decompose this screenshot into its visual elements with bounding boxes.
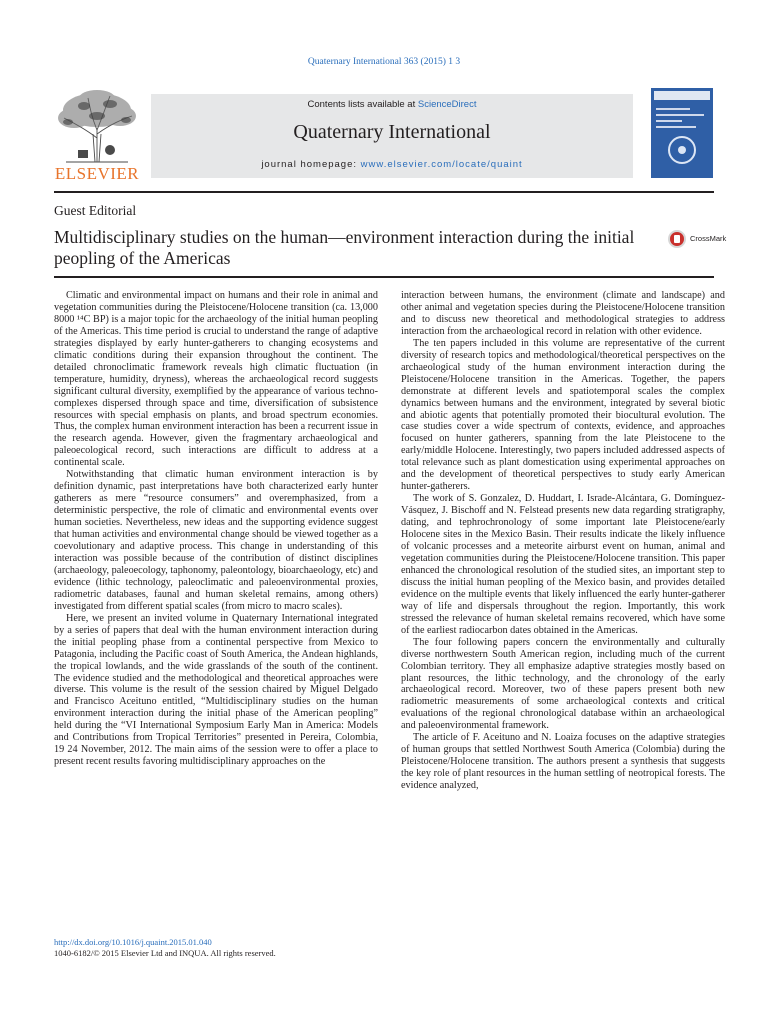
article-type: Guest Editorial xyxy=(54,203,137,218)
body-left-column xyxy=(54,290,378,768)
paragraph: interaction between humans, the environment (climate and landscape) and other animal and vegetation species during the Pleistocene/Holocene transition and to discuss new theoretical and methodological strategies to address interaction from the archaeological record in relation with other evidence. xyxy=(401,290,725,337)
header-divider xyxy=(54,191,714,193)
paragraph: Notwithstanding that climatic human environment interaction is by definition dynamic, past interpretations have both characterized early hunter gatherers as mere “resource consumers” and overemphasized, from a deterministic perspective, the role of climatic and environmental events over human societies. Nevertheless, new ideas and the supporting evidence suggest that human activities and environmental change should be viewed together as a coevolutionary and adaptive process. This change in understanding of this interaction was possible because of the contribution of distinct disciplines (archaeology, paleoecology, taphonomy, paleontology, bioarchaeology, etc) and evidence (lithic technology, paleoclimatic and paleoenvironmental proxies, radiometric databases, faunal and human skeletal remains, among others) investigated from different spatial scales (from micro to macro scales). xyxy=(54,469,378,612)
journal-title: Quaternary International xyxy=(293,121,491,143)
article-title: Multidisciplinary studies on the human—environment interaction during the initial peopling of the Americas xyxy=(54,227,635,268)
elsevier-logo xyxy=(54,88,140,184)
cover-emblem-icon xyxy=(668,136,696,164)
journal-homepage xyxy=(151,159,633,170)
paragraph: Climatic and environmental impact on humans and their role in animal and vegetation communities during the Pleistocene/Holocene transition (ca. 13,000 8000 ¹⁴C BP) is a major topic for the archaeology of the initial human peopling of the Americas. This time period is crucial to understand the range of adaptive strategies displayed by early hunter-gatherers to changing ecosystems and climatic conditions during their expansion throughout the continent. The detailed chronoclimatic framework reveals high climatic fluctuation (in temperature, humidity, dryness), whereas the archaeological record suggests significant cultural diversity, exemplified by the appearance of various techno-complexes dispersed through space and time, diversification of subsistence resources with special emphasis on plants, and broad spectrum economies. Thus, the complex human environment interaction has been a recurrent issue in the research agenda. However, given the fragmentary archaeological and paleoecological record, such interactions are difficult to address at a continental scale. xyxy=(54,290,378,469)
paragraph: Here, we present an invited volume in Quaternary International integrated by a series of papers that deal with the human environment interaction during the initial peopling phase from a continental perspective from Mexico to Patagonia, including the Pacific coast of South America, the Andean highlands, the tropical lowlands, and the wide grasslands of the south of the continent. The evidence studied and the methodological and theoretical approaches were diverse. This volume is the result of the session chaired by Miguel Delgado and Francisco Aceituno entitled, “Multidisciplinary studies on the human environment interaction during the initial phase of the American peopling” held during the “VI International Symposium Early Man in America: Models and Contributions from Tropical Territories” presented in Pereira, Colombia, 19 24 November, 2012. The main aims of the session were to offer a place to present recent results favoring multidisciplinary approaches on the xyxy=(54,612,378,768)
doi-link[interactable]: http://dx.doi.org/10.1016/j.quaint.2015.01.040 xyxy=(54,937,212,947)
journal-banner xyxy=(151,94,633,178)
paragraph: The work of S. Gonzalez, D. Huddart, I. Israde-Alcántara, G. Domínguez-Vásquez, J. Bischoff and N. Felstead presents new data regarding stratigraphy, dating, and tephrochronology of some important late Pleistocene/early Holocene sites in the Mexico Basin. Their results indicate the likely influence of volcanic processes and a meteorite airburst event on human, animal and vegetation communities during the Pleistocene/Holocene transition. This paper enhanced the chronological resolution of the studied sites, an important step to discuss the initial human peopling of the Mexico basin, and provides detailed evidence on the multiple events that likely influenced the early hunter-gatherer way of life and dispersals throughout the region. Importantly, this work stressed the relevance of human skeletal remains recovered, which have some of the earliest radiocarbon dates obtained in the Americas. xyxy=(401,493,725,636)
elsevier-tree-icon xyxy=(54,88,140,164)
paragraph: The four following papers concern the environmentally and culturally diverse northwestern South American region, including much of the current Colombian territory. They all emphasize adaptive strategies mostly based on plant resources, the lithic technology, and the chronology of the early archaeological record. Moreover, two of these papers present both new radiometric measurements of some archaeological contexts and critical evaluations of the regional chronological database within an archaeological and paleoenvironmental framework. xyxy=(401,636,725,732)
paragraph: The ten papers included in this volume are representative of the current diversity of research topics and methodological/theoretical perspectives on the archaeological study of the human environment interaction during the Pleistocene/Holocene transition in the Americas. Together, the papers demonstrate at different levels and spatiotemporal scales the complex dynamics between humans and the environment, integrated by several biotic and abiotic agents that potentially promoted their biocultural evolution. The case studies cover a wide spectrum of contexts, evidence, and approaches focused on hunter gatherers, spanning from the late Pleistocene to the early/middle Holocene. Interestingly, two papers included addressed aspects of total relevance such as plant domestication using experimental approaches on and the development of theoretical perspectives to study early American hunter-gatherers. xyxy=(401,337,725,493)
journal-masthead xyxy=(54,88,714,184)
homepage-prefix: journal homepage: xyxy=(261,159,361,170)
crossmark-badge[interactable] xyxy=(668,230,727,250)
crossmark-icon[interactable] xyxy=(668,230,686,248)
body-right-column xyxy=(401,290,725,792)
contents-prefix: Contents lists available at xyxy=(307,99,418,110)
copyright-notice: 1040-6182/© 2015 Elsevier Ltd and INQUA. All rights reserved. xyxy=(54,948,276,958)
paragraph: The article of F. Aceituno and N. Loaiza focuses on the adaptive strategies of human groups that settled Northwest South America (Colombia) during the Pleistocene/Holocene transition. The authors present a synthesis that suggests the key role of plant resources in the human settling of neotropical forests. The evidence analyzed, xyxy=(401,732,725,792)
journal-cover-thumbnail xyxy=(651,88,713,178)
journal-citation[interactable]: Quaternary International 363 (2015) 1 3 xyxy=(307,57,461,67)
homepage-link[interactable]: www.elsevier.com/locate/quaint xyxy=(360,159,523,170)
elsevier-wordmark: ELSEVIER xyxy=(54,164,140,183)
title-divider xyxy=(54,276,714,278)
sciencedirect-link[interactable]: ScienceDirect xyxy=(417,99,477,110)
contents-availability xyxy=(151,99,633,110)
crossmark-label[interactable]: CrossMark xyxy=(690,234,727,243)
